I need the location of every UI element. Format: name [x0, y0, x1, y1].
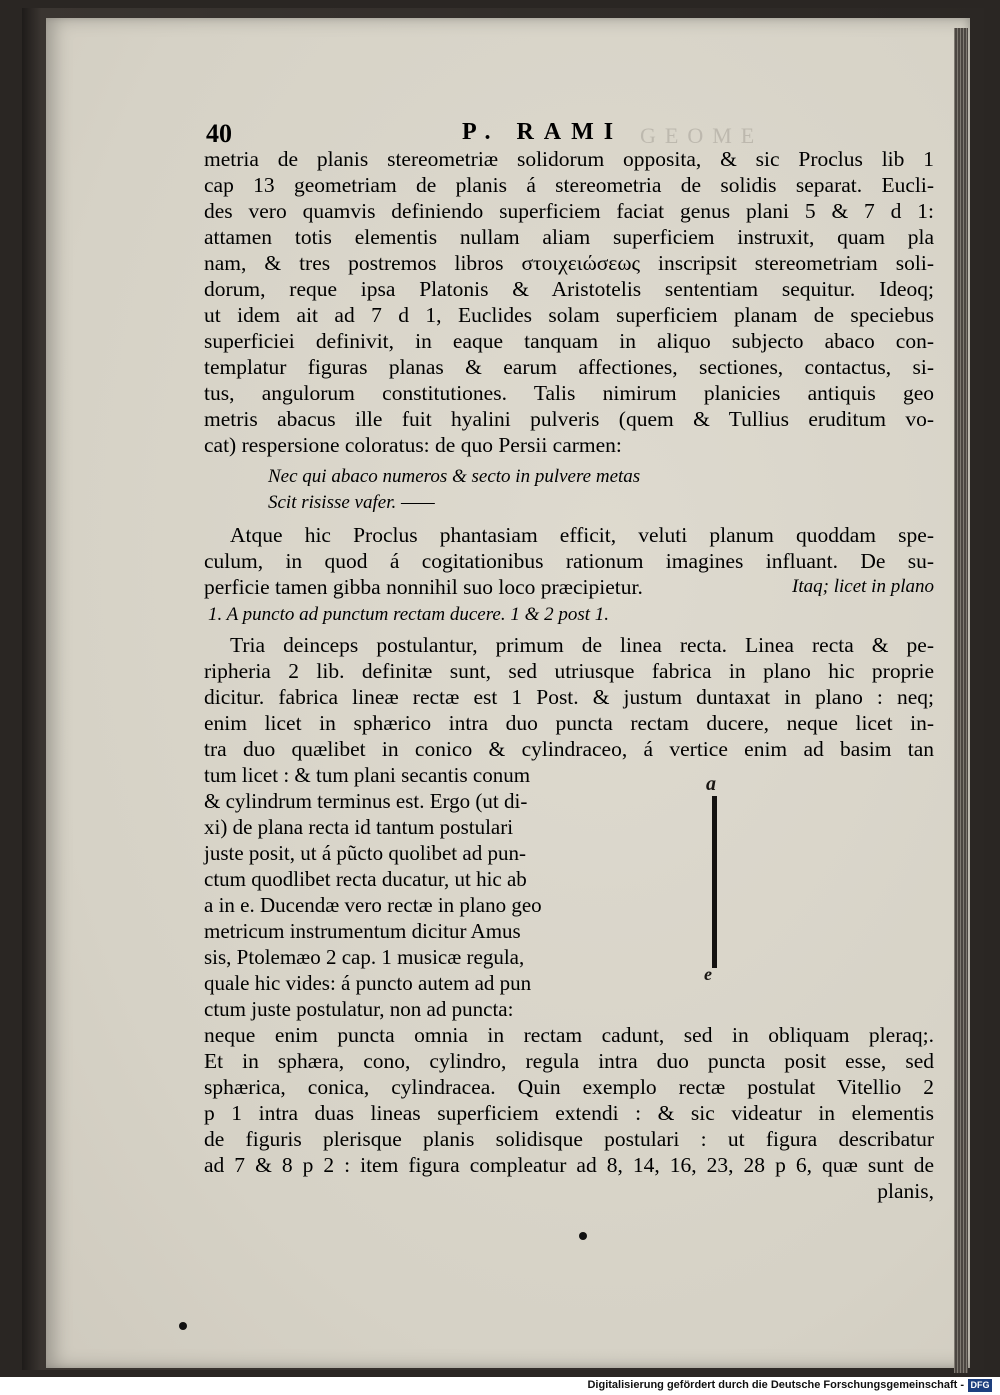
text-line: attamen totis elementis nullam aliam superficiem instruxit, quam pla	[204, 225, 934, 249]
paragraph-3-continued	[204, 1022, 934, 1204]
paragraph-2	[204, 522, 934, 600]
text-line: Et in sphæra, cono, cylindro, regula intra duo puncta posit esse, sed	[204, 1049, 934, 1073]
text-line: & cylindrum terminus est. Ergo (ut di-	[204, 789, 528, 813]
text-line: juste posit, ut á pũcto quolibet ad pun-	[204, 841, 526, 865]
text-line: tus, angulorum constitutiones. Talis nimirum planicies antiquis geo	[204, 381, 934, 405]
line-figure	[690, 770, 740, 985]
page-edge	[954, 28, 968, 1373]
text-line: ripheria 2 lib. definitæ sunt, sed utriusque fabrica in plano hic proprie	[204, 659, 934, 683]
text-line: cat) respersione coloratus: de quo Persii carmen:	[204, 433, 622, 457]
text-line: xi) de plana recta id tantum postulari	[204, 815, 514, 839]
text-line: neque enim puncta omnia in rectam cadunt, sed in obliquam pleraq;.	[204, 1023, 934, 1047]
text-line: des vero quamvis definiendo superficiem faciat genus plani 5 & 7 d 1:	[204, 199, 934, 223]
straight-line-diagram	[690, 770, 740, 985]
text-line	[204, 574, 934, 600]
text-line: enim licet in sphærico intra duo puncta rectam ducere, neque licet in-	[204, 711, 934, 735]
dfg-logo-icon: DFG	[968, 1379, 992, 1392]
straight-line	[712, 796, 717, 968]
funding-credit: Digitalisierung gefördert durch die Deutsche Forschungsgemeinschaft -	[587, 1379, 964, 1391]
text-line: dicitur. fabrica lineæ rectæ est 1 Post. & justum duntaxat in plano : neq;	[204, 685, 934, 709]
text-line: quale hic vides: á puncto autem ad pun	[204, 971, 532, 995]
text-segment: perficie tamen gibba nonnihil suo loco præcipietur.	[204, 575, 643, 599]
postulate-line: 1. A puncto ad punctum rectam ducere. 1 & 2 post 1.	[208, 604, 610, 625]
ink-spot	[579, 1232, 587, 1240]
running-head: P. RAMI	[462, 119, 624, 145]
verse-quote	[204, 464, 934, 516]
text-line: Atque hic Proclus phantasiam efficit, veluti planum quoddam spe-	[230, 523, 934, 547]
paragraph-1	[204, 146, 934, 458]
ink-spot	[179, 1322, 187, 1330]
show-through-text: GEOME	[640, 123, 764, 148]
paragraph-3-narrow	[204, 762, 636, 1022]
point-label-e: e	[704, 964, 712, 984]
text-line: superficiei definivit, in eaque tanquam in aliquo subjecto abaco con-	[204, 329, 934, 353]
text-line: nam, & tres postremos libros στοιχειώσεως inscripsit stereometriam soli-	[204, 251, 934, 275]
text-line: de figuris plerisque planis solidisque postulari : ut figura describatur	[204, 1127, 934, 1151]
text-line: culum, in quod á cogitationibus rationum imagines influant. De su-	[204, 549, 934, 573]
paragraph-3	[204, 632, 934, 762]
text-line: ad 7 & 8 p 2 : item figura compleatur ad 8, 14, 16, 23, 28 p 6, quæ sunt de	[204, 1153, 934, 1177]
text-line: a in e. Ducendæ vero rectæ in plano geo	[204, 893, 542, 917]
digitization-footer	[0, 1377, 1000, 1395]
text-line: metris abacus ille fuit hyalini pulveris (quem & Tullius eruditum vo-	[204, 407, 934, 431]
text-line: templatur figuras planas & earum affectiones, sectiones, contactus, si-	[204, 355, 934, 379]
text-line: Tria deinceps postulantur, primum de linea recta. Linea recta & pe-	[230, 633, 934, 657]
text-line: dorum, reque ipsa Platonis & Aristotelis sententiam sequitur. Ideoq;	[204, 277, 934, 301]
text-line: p 1 intra duas lineas superficiem extendi : & sic videatur in elementis	[204, 1101, 934, 1125]
page-header	[0, 113, 1000, 147]
text-line: sphærica, conica, cylindracea. Quin exemplo rectæ postulat Vitellio 2	[204, 1075, 934, 1099]
text-line: metricum instrumentum dicitur Amus	[204, 919, 521, 943]
italic-segment: Itaq; licet in plano	[792, 576, 934, 597]
text-line: ut idem ait ad 7 d 1, Euclides solam superficiem planam de speciebus	[204, 303, 934, 327]
text-line: cap 13 geometriam de planis á stereometria de solidis separat. Eucli-	[204, 173, 934, 197]
point-label-a: a	[706, 773, 716, 795]
postulate-heading	[204, 602, 934, 628]
catchword: planis,	[877, 1179, 934, 1203]
text-line: ctum quodlibet recta ducatur, ut hic ab	[204, 867, 527, 891]
text-line: sis, Ptolemæo 2 cap. 1 musicæ regula,	[204, 945, 525, 969]
text-line: tum licet : & tum plani secantis conum	[204, 763, 531, 787]
page-number: 40	[206, 119, 232, 148]
text-line: tra duo quælibet in conico & cylindraceo, á vertice enim ad basim tan	[204, 737, 934, 761]
text-line: metria de planis stereometriæ solidorum opposita, & sic Proclus lib 1	[204, 147, 934, 171]
verse-line: Scit risisse vafer. ——	[268, 492, 435, 513]
verse-line: Nec qui abaco numeros & secto in pulvere metas	[268, 466, 641, 487]
text-line: ctum juste postulatur, non ad puncta:	[204, 997, 514, 1021]
